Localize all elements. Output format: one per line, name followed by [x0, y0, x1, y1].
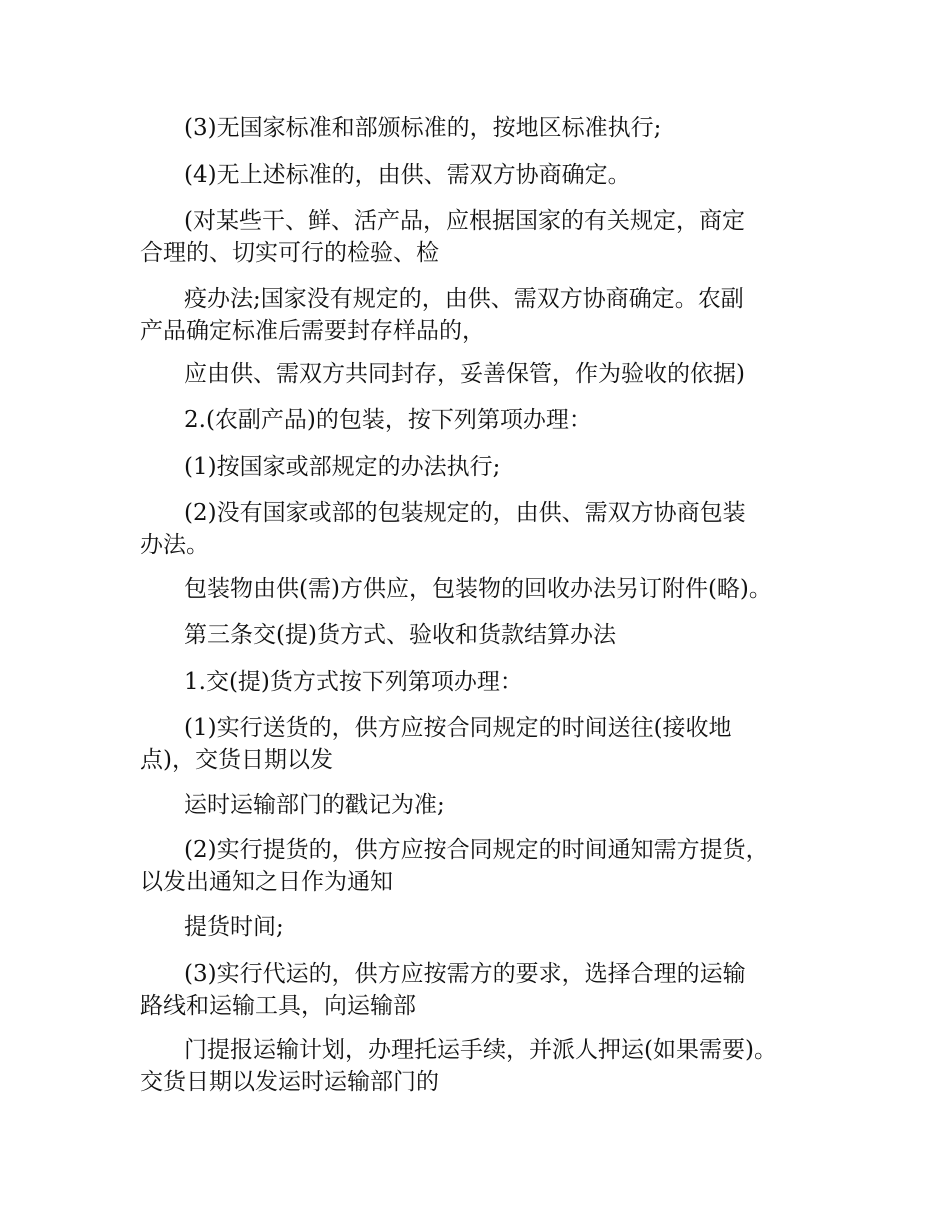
paragraph-line: 点)，交货日期以发: [140, 747, 333, 773]
paragraph-4: [140, 283, 840, 347]
paragraph-line: 产品确定标准后需要封存样品的，: [140, 318, 485, 344]
paragraph-1: [140, 112, 840, 144]
paragraph-line: (3)实行代运的，供方应按需方的要求，选择合理的运输: [184, 961, 746, 987]
paragraph-7: [140, 451, 840, 483]
paragraph-8: [140, 497, 840, 561]
paragraph-line: (2)实行提货的，供方应按合同规定的时间通知需方提货，: [184, 837, 769, 863]
paragraph-line: 2.(农副产品)的包装，按下列第项办理：: [184, 407, 592, 433]
paragraph-9: [140, 573, 840, 605]
paragraph-3: [140, 205, 840, 269]
paragraph-10: [140, 619, 840, 651]
paragraph-line: (对某些干、鲜、活产品，应根据国家的有关规定，商定: [184, 208, 745, 234]
paragraph-line: 交货日期以发运时运输部门的: [140, 1069, 439, 1095]
paragraph-line: 第三条交(提)货方式、验收和货款结算办法: [184, 622, 616, 648]
paragraph-line: 路线和运输工具，向运输部: [140, 993, 416, 1019]
paragraph-line: (3)无国家标准和部颁标准的，按地区标准执行;: [184, 115, 662, 141]
paragraph-6: [140, 404, 840, 436]
paragraph-line: (1)实行送货的，供方应按合同规定的时间送往(接收地: [184, 715, 732, 741]
paragraph-13: [140, 789, 840, 821]
paragraph-line: 以发出通知之日作为通知: [140, 869, 393, 895]
paragraph-line: (4)无上述标准的，由供、需双方协商确定。: [184, 162, 631, 188]
paragraph-line: (2)没有国家或部的包装规定的，由供、需双方协商包装: [184, 500, 746, 526]
paragraph-11: [140, 666, 840, 698]
paragraph-5: [140, 358, 840, 390]
paragraph-14: [140, 834, 840, 898]
paragraph-16: [140, 958, 840, 1022]
paragraph-line: 运时运输部门的戳记为准;: [184, 792, 445, 818]
paragraph-line: (1)按国家或部规定的办法执行;: [184, 454, 501, 480]
paragraph-2: [140, 159, 840, 191]
paragraph-line: 包装物由供(需)方供应，包装物的回收办法另订附件(略)。: [184, 576, 772, 602]
paragraph-line: 门提报运输计划，办理托运手续，并派人押运(如果需要)。: [184, 1037, 777, 1063]
paragraph-line: 应由供、需双方共同封存，妥善保管，作为验收的依据): [184, 361, 745, 387]
paragraph-line: 1.交(提)货方式按下列第项办理：: [184, 669, 523, 695]
paragraph-12: [140, 712, 840, 776]
paragraph-17: [140, 1034, 840, 1098]
paragraph-line: 疫办法;国家没有规定的，由供、需双方协商确定。农副: [184, 286, 744, 312]
paragraph-line: 合理的、切实可行的检验、检: [140, 240, 439, 266]
paragraph-line: 办法。: [140, 532, 209, 558]
paragraph-line: 提货时间;: [184, 914, 284, 940]
paragraph-15: [140, 911, 840, 943]
